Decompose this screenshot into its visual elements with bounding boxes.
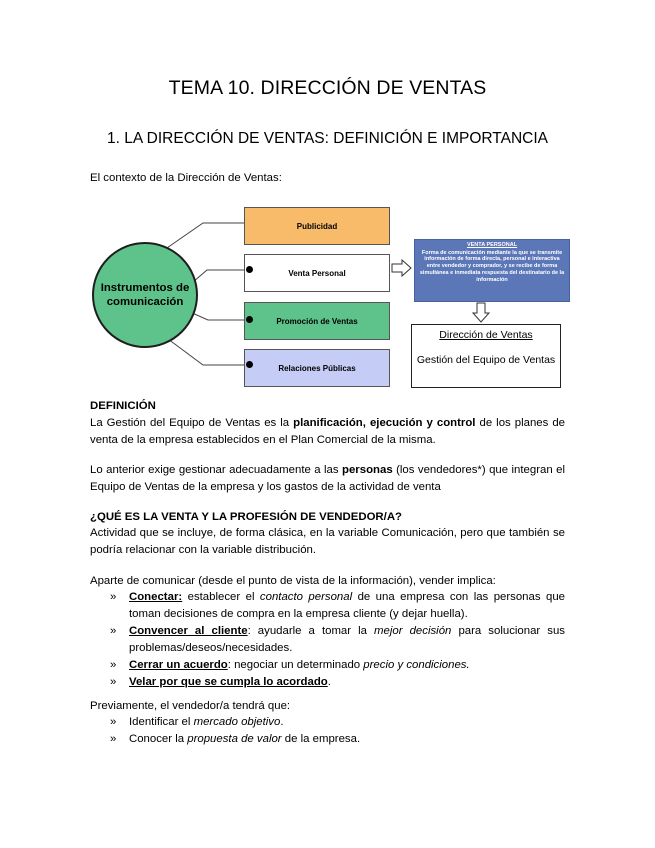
- context-intro: El contexto de la Dirección de Ventas:: [90, 172, 282, 184]
- box-label: Publicidad: [296, 221, 338, 231]
- bullet-dot: [246, 316, 253, 323]
- list-item: » Identificar el mercado objetivo.: [110, 714, 565, 731]
- venta-heading: ¿QUÉ ES LA VENTA Y LA PROFESIÓN DE VENDEDOR/A?: [90, 511, 403, 523]
- bullet-dot: [246, 361, 253, 368]
- box-label: Venta Personal: [288, 268, 346, 278]
- vender-implica-paragraph: Aparte de comunicar (desde el punto de vista de la información), vender implica:: [90, 575, 496, 587]
- definicion-heading: DEFINICIÓN: [90, 400, 156, 412]
- direccion-title: Dirección de Ventas: [439, 329, 533, 341]
- direccion-text: Gestión del Equipo de Ventas: [416, 354, 556, 366]
- list-item: » Conectar: establecer el contacto personal de una empresa con las personas que toman decisiones de compra en la empresa cliente (y dejar huella).: [110, 589, 565, 623]
- instrumentos-circle: Instrumentos de comunicación: [92, 242, 198, 348]
- connector-line: [164, 223, 246, 250]
- page-title: TEMA 10. DIRECCIÓN DE VENTAS: [168, 77, 487, 99]
- list-item: » Convencer al cliente: ayudarle a tomar la mejor decisión para solucionar sus problemas/deseos/necesidades.: [110, 623, 565, 657]
- definicion-paragraph: La Gestión del Equipo de Ventas es la planificación, ejecución y control de los planes de venta de la empresa establecidos en el Plan Comercial de la misma.: [90, 417, 566, 446]
- venta-personal-definition: [414, 239, 570, 302]
- list-item: » Conocer la propuesta de valor de la empresa.: [110, 731, 565, 748]
- previamente-list: [110, 714, 565, 748]
- list-item: » Cerrar un acuerdo: negociar un determinado precio y condiciones.: [110, 657, 565, 674]
- vender-implica-list: [110, 589, 565, 691]
- box-label: Relaciones Públicas: [278, 363, 356, 373]
- box-promocion-ventas: [244, 302, 390, 340]
- box-publicidad: [244, 207, 390, 245]
- box-label: Promoción de Ventas: [276, 316, 358, 326]
- connector-line: [193, 270, 246, 282]
- box-relaciones-publicas: [244, 349, 390, 387]
- connector-line: [164, 336, 246, 365]
- direccion-ventas-box: [411, 324, 561, 388]
- right-arrow-icon: [392, 260, 411, 276]
- list-item: » Velar por que se cumpla lo acordado.: [110, 674, 565, 691]
- venta-personal-text: Forma de comunicación mediante la que se transmite información de forma directa, personal e interactiva entre vendedor y comprador, y se recibe de forma simultánea e inmediata respuesta del destinatario de la información: [419, 249, 565, 283]
- previamente-intro: Previamente, el vendedor/a tendrá que:: [90, 700, 291, 712]
- bullet-dot: [246, 266, 253, 273]
- down-arrow-icon: [473, 303, 489, 322]
- connector-line: [190, 312, 246, 320]
- venta-personal-title: VENTA PERSONAL: [466, 242, 518, 248]
- personas-paragraph: Lo anterior exige gestionar adecuadamente a las personas (los vendedores*) que integran el Equipo de Ventas de la empresa y los gastos de la actividad de venta: [90, 464, 565, 493]
- section-heading: 1. LA DIRECCIÓN DE VENTAS: DEFINICIÓN E IMPORTANCIA: [107, 130, 548, 147]
- box-venta-personal: [244, 254, 390, 292]
- venta-paragraph: Actividad que se incluye, de forma clásica, en la variable Comunicación, pero que también se podría relacionar con la variable distribución.: [90, 527, 565, 556]
